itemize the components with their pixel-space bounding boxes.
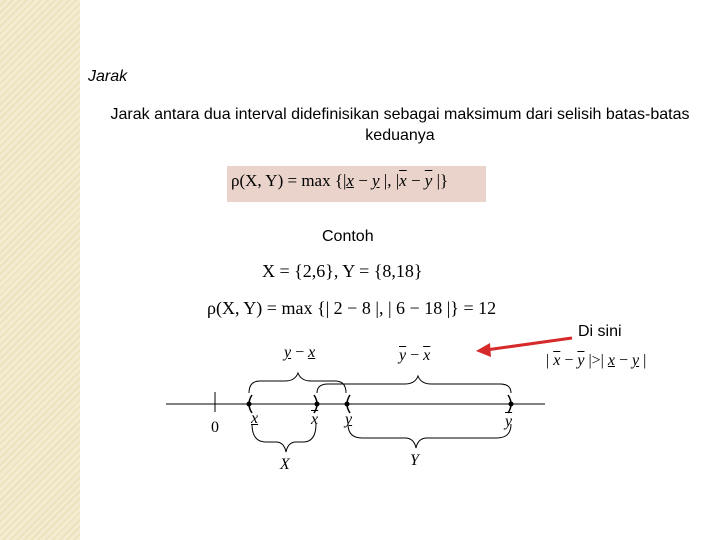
y-lower-label: y — [345, 411, 353, 428]
annotation-arrow — [486, 338, 572, 350]
set-x-label: X — [280, 456, 290, 473]
brace-label-lower-bounds: y − x — [284, 344, 316, 361]
y-upper-label: $\overline{y}$ — [505, 413, 513, 430]
example-label: Contoh — [322, 228, 374, 245]
brace-label-upper-bounds: $\overline{y} - \overline{x}$ — [399, 347, 431, 364]
annotation-label: Di sini — [578, 323, 622, 340]
x-upper-point — [315, 402, 320, 407]
brace-set-x — [252, 424, 316, 452]
set-y-label: Y — [410, 452, 419, 469]
y-lower-point — [345, 402, 350, 407]
zero-label: 0 — [211, 419, 219, 436]
y-upper-point — [509, 402, 514, 407]
annotation-arrowhead — [476, 343, 491, 357]
slide-title: Jarak — [88, 68, 128, 85]
example-sets: X = {2,6}, Y = {8,18} — [262, 261, 423, 281]
definition-text: Jarak antara dua interval didefinisikan sebagai maksimum dari selisih batas-batas keduanya — [110, 106, 690, 144]
distance-formula: ρ(X, Y) = max {|x − y |, $|\overline{x} - \overline{y}$ |} — [231, 171, 449, 190]
comparison-expression: | $\overline{x} - \overline{y}$ |>| x − y | — [546, 352, 647, 369]
x-lower-point — [247, 402, 252, 407]
brace-lower-bounds — [249, 373, 346, 393]
x-upper-label: $\overline{x}$ — [311, 411, 319, 428]
example-computation: ρ(X, Y) = max {| 2 − 8 |, | 6 − 18 |} = 12 — [207, 298, 497, 318]
brace-set-y — [348, 424, 511, 448]
x-lower-label: x — [251, 410, 259, 427]
